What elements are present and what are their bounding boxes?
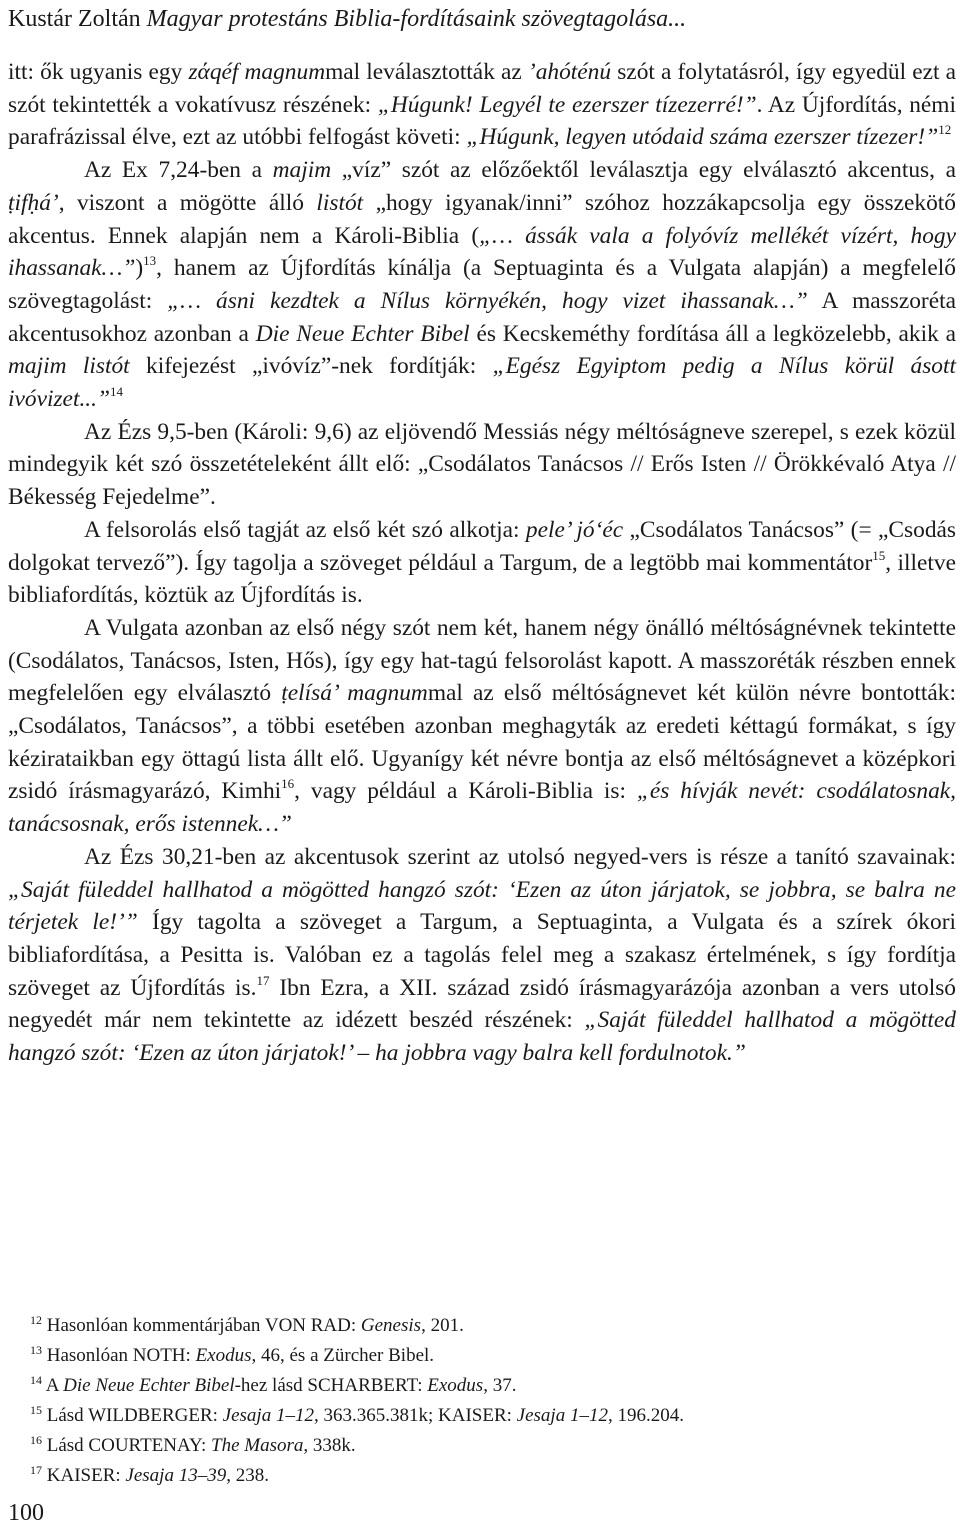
text-run: A felsorolás első tagját az első két szó alkotja: <box>84 516 526 543</box>
italic-text: zάqéf magnum <box>188 59 326 85</box>
footnote-number: 16 <box>30 1433 42 1447</box>
text-run: szót a folytatásról, így egyedül ezt a szót tekintették a vokatívusz részének: <box>8 59 956 118</box>
text-run: , 201. <box>421 1315 464 1336</box>
italic-text: Jesaja 1–12 <box>516 1405 608 1426</box>
paragraph <box>8 56 956 154</box>
footnote <box>30 1341 684 1371</box>
text-run: KAISER: <box>46 1465 126 1486</box>
text-run: Lásd WILDBERGER: <box>46 1405 223 1426</box>
text-run: A Vulgata azonban az első négy szót nem két, hanem négy önálló méltóságnévnek tekintette (Csodálatos, Tanácsos, Isten, Hős), így egy hat-tagú felsorolást kapott. A masszoréták részben ennek megfelelően egy elválasztó <box>8 614 956 707</box>
footnote <box>30 1311 684 1341</box>
italic-text: pele’ jó‘éc <box>525 516 624 543</box>
text-run: Az Ex 7,24-ben a <box>84 157 273 184</box>
italic-text: Jesaja 13–39 <box>125 1465 227 1486</box>
text-run: mal az első méltóságnevet két külön névre bontották: „Csodálatos, Tanácsos”, a többi esetében azonban meghagyták az eredeti kéttagú formákat, s így kézirataikban egy öttagú lista állt elő. Ugyanígy két névre bontja az első méltóságnevet a középkori zsidó írásmagyarázó, Kimhi <box>8 680 956 805</box>
text-run: Ibn Ezra, a XII. század zsidó írásmagyarázója azonban a vers utolsó negyedét már nem tekintette az idézett beszéd részének: <box>8 974 956 1034</box>
text-run: Hasonlóan kommentárjában VON RAD: <box>46 1315 361 1336</box>
text-run: , viszont a mögötte álló <box>58 189 317 216</box>
footnote-reference: 13 <box>143 253 157 269</box>
footnote-reference: 14 <box>110 384 123 400</box>
text-run: ) <box>135 255 144 282</box>
text-run: . Az Újfordítás, némi parafrázissal élve, ezt az utóbbi felfogást követi: <box>8 91 956 151</box>
text-run: Az Ézs 30,21-ben az akcentusok szerint az utolsó negyed-vers is része a tanító szavainak: <box>84 843 956 870</box>
text-run: A masszoréta akcentusokhoz azonban a <box>8 287 956 347</box>
text-run: , vagy például a Károli-Biblia is: <box>294 778 637 805</box>
italic-text: „Húgunk, legyen utódaid száma ezerszer tízezer!” <box>466 124 939 151</box>
footnote <box>30 1371 684 1401</box>
paragraph <box>8 841 956 1070</box>
footnote-number: 14 <box>30 1373 42 1387</box>
paragraph <box>8 612 956 841</box>
text-run: mal leválasztották az <box>325 59 528 85</box>
text-run: , 196.204. <box>607 1405 684 1426</box>
italic-text: Genesis <box>360 1315 422 1336</box>
italic-text: „Egész Egyiptom pedig a Nílus körül ásott ivóvizet...” <box>8 353 957 413</box>
italic-text: Exodus <box>427 1375 484 1396</box>
footnote-number: 17 <box>30 1463 42 1477</box>
footnote-text <box>47 1315 464 1336</box>
text-run: „víz” szót az előzőektől leválasztja egy elválasztó akcentus, a <box>331 157 957 184</box>
italic-text: Die Neue Echter Bibel <box>255 320 470 347</box>
paragraph <box>8 416 956 514</box>
italic-text: ’ahóténú <box>527 59 612 85</box>
text-run: „hogy igyanak/inni” szóhoz hozzákapcsolja egy összekötő akcentus. Ennek alapján nem a Károli-Biblia ( <box>8 189 956 249</box>
footnote <box>30 1461 684 1491</box>
text-run: -hez lásd SCHARBERT: <box>234 1375 428 1396</box>
italic-text: Die Neue Echter Bibel <box>63 1375 235 1396</box>
paragraph <box>8 514 956 612</box>
italic-text: majim <box>272 157 332 184</box>
italic-text: ṭifḥá’ <box>8 189 59 216</box>
footnote-text <box>47 1465 269 1486</box>
text-run: és Kecskeméthy fordítása áll a legközelebb, akik a <box>469 320 956 347</box>
footnote-number: 12 <box>30 1313 42 1327</box>
footnote-text <box>47 1435 356 1456</box>
running-header <box>8 2 956 36</box>
italic-text: „Saját füleddel hallhatod a mögötted hangzó szót: ‘Ezen az úton járjatok, se jobbra, se balra ne térjetek le!’” <box>8 876 956 936</box>
footnote <box>30 1431 684 1461</box>
text-run: Lásd COURTENAY: <box>46 1435 211 1456</box>
text-run: , 46, és a Zürcher Bibel. <box>251 1345 435 1366</box>
text-run: , 37. <box>483 1375 517 1396</box>
text-run: itt: ők ugyanis egy <box>8 59 189 85</box>
text-run: Így tagolta a szöveget a Targum, a Septuaginta, a Vulgata és a szírek ókori bibliafordítása, a Pesitta is. Valóban ez a tagolás felel meg a szakasz értelmének, s így fordítja szöveget az Újfordítás is. <box>8 909 956 1001</box>
italic-text: listót <box>316 189 364 216</box>
footnote-reference: 15 <box>872 547 886 563</box>
footnote-reference: 12 <box>938 122 952 138</box>
text-run: , 363.365.381k; KAISER: <box>313 1405 517 1426</box>
header-title: Magyar protestáns Biblia-fordításaink szövegtagolása... <box>146 6 687 32</box>
text-run: , illetve bibliafordítás, köztük az Újfordítás is. <box>8 549 956 609</box>
header-author: Kustár Zoltán <box>8 6 141 32</box>
text-run: „Csodálatos Tanácsos” (= „Csodás dolgokat tervező”). Így tagolja a szöveget például a Targum, de a legtöbb mai kommentátor <box>8 516 956 576</box>
italic-text: „Saját füleddel hallhatod a mögötted hangzó szót: ‘Ezen az úton járjatok!’ – ha jobbra vagy balra kell fordulnotok.” <box>8 1007 957 1067</box>
italic-text: „és hívják nevét: csodálatosnak, tanácsosnak, erős istennek…” <box>8 778 957 838</box>
italic-text: „… ásni kezdtek a Nílus környékén, hogy vizet ihassanak…” <box>167 287 808 314</box>
footnote-text <box>47 1345 434 1366</box>
footnote-reference: 17 <box>256 972 270 988</box>
text-run: , 238. <box>226 1465 269 1486</box>
paragraph <box>8 154 956 416</box>
italic-text: Exodus <box>195 1345 252 1366</box>
text-run: Hasonlóan NOTH: <box>46 1345 196 1366</box>
footnote-reference: 16 <box>281 776 295 792</box>
text-run: kifejezést „ivóvíz”-nek fordítják: <box>129 353 493 380</box>
italic-text: The Masora <box>211 1435 304 1456</box>
footnote-number: 15 <box>30 1403 42 1417</box>
italic-text: majim listót <box>8 353 130 380</box>
text-run: , hanem az Újfordítás kínálja (a Septuaginta és a Vulgata alapján) a megfelelő szövegtagolást: <box>8 255 956 314</box>
footnote <box>30 1401 684 1431</box>
text-run: , 338k. <box>303 1435 356 1456</box>
document-page <box>8 0 956 1070</box>
italic-text: Jesaja 1–12 <box>222 1405 314 1426</box>
page-number: 100 <box>8 1500 44 1526</box>
italic-text: „… ássák vala a folyóvíz mellékét vízért, hogy ihassanak…” <box>8 222 957 282</box>
italic-text: ṭelísá’ magnum <box>281 680 428 707</box>
footnote-text <box>46 1375 517 1396</box>
footnote-number: 13 <box>30 1343 42 1357</box>
text-run: Az Ézs 9,5-ben (Károli: 9,6) az eljövendő Messiás négy méltóságneve szerepel, s ezek közül mindegyik két szó összetételeként állt elő: „Csodálatos Tanácsos // Erős Isten // Örökkévaló Atya // Békesség Fejedelme”. <box>8 418 956 511</box>
footnote-text <box>47 1405 684 1426</box>
body-text <box>8 56 956 1070</box>
italic-text: „Húgunk! Legyél te ezerszer tízezerré!” <box>377 91 757 118</box>
text-run: A <box>45 1375 64 1396</box>
footnotes <box>30 1311 684 1491</box>
